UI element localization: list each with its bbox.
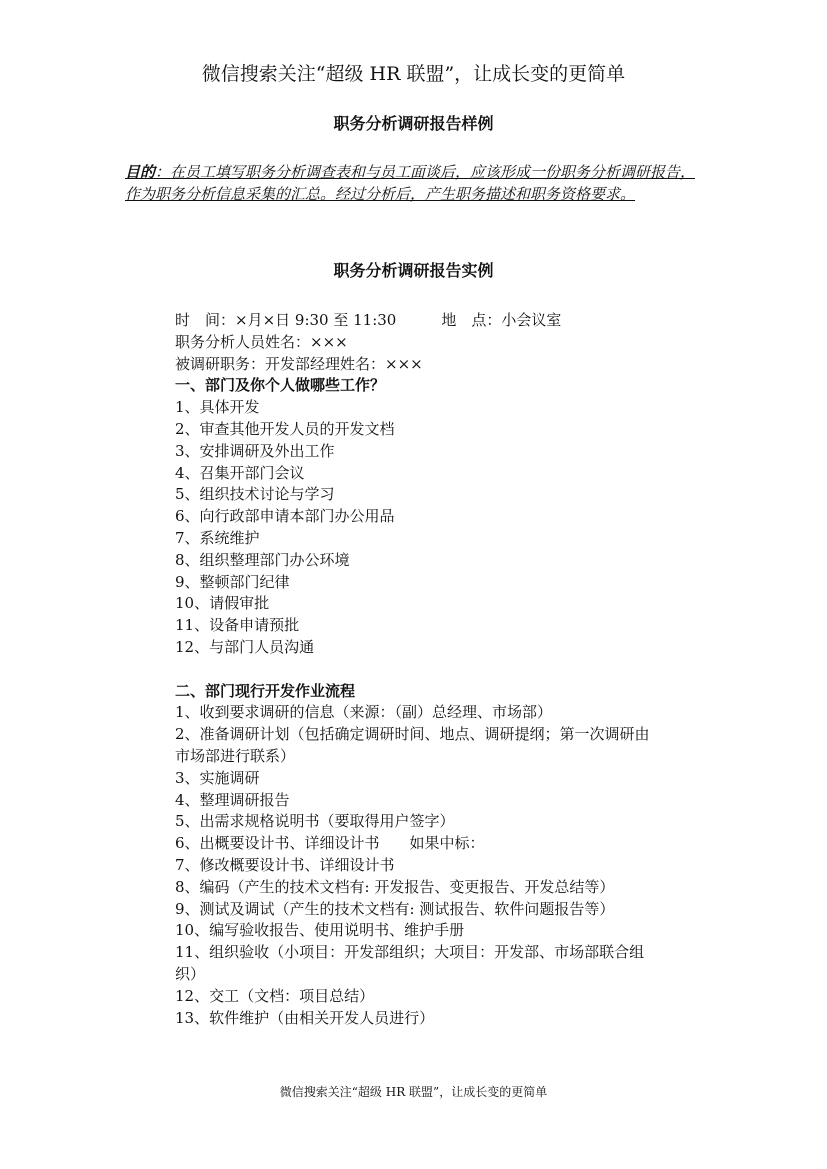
list-item: 11、组织验收（小项目：开发部组织；大项目：开发部、市场部联合组织） <box>175 943 645 983</box>
list-item: 3、实施调研 <box>175 768 260 787</box>
list-item: 9、整顿部门纪律 <box>175 572 290 591</box>
list-item: 5、组织技术讨论与学习 <box>175 485 335 504</box>
section-gap <box>175 659 655 681</box>
list-item: 1、具体开发 <box>175 398 260 417</box>
list-item: 7、修改概要设计书、详细设计书 <box>175 855 395 874</box>
document-title: 职务分析调研报告样例 <box>333 114 494 133</box>
list-item: 2、准备调研计划（包括确定调研时间、地点、调研提纲；第一次调研由市场部进行联系） <box>175 725 650 765</box>
list-item: 6、向行政部申请本部门办公用品 <box>175 507 395 526</box>
list-item: 7、系统维护 <box>175 528 260 547</box>
meta-analyst: 职务分析人员姓名：××× <box>175 332 348 351</box>
purpose-paragraph <box>125 161 705 205</box>
section2-heading: 二、部门现行开发作业流程 <box>175 681 356 700</box>
list-item: 5、出需求规格说明书（要取得用户签字） <box>175 812 455 831</box>
page-footer: 微信搜索关注“超级 HR 联盟”，让成长变的更简单 <box>279 1085 548 1099</box>
list-item: 10、请假审批 <box>175 594 270 613</box>
purpose-label: 目的 <box>125 163 156 181</box>
list-item: 4、整理调研报告 <box>175 790 290 809</box>
list-item: 3、安排调研及外出工作 <box>175 441 335 460</box>
list-item: 11、设备申请预批 <box>175 616 300 635</box>
list-item: 9、测试及调试（产生的技术文档有: 测试报告、软件问题报告等） <box>175 899 615 918</box>
list-item: 2、审查其他开发人员的开发文档 <box>175 419 395 438</box>
header-banner: 微信搜索关注“超级 HR 联盟”，让成长变的更简单 <box>201 63 626 85</box>
list-item: 8、编码（产生的技术文档有: 开发报告、变更报告、开发总结等） <box>175 877 615 896</box>
list-item: 12、交工（文档：项目总结） <box>175 986 375 1005</box>
report-body <box>175 310 655 1029</box>
list-item: 8、组织整理部门办公环境 <box>175 550 350 569</box>
list-item: 1、收到要求调研的信息（来源：（副）总经理、市场部） <box>175 703 553 722</box>
list-item: 12、与部门人员沟通 <box>175 637 315 656</box>
list-item: 4、召集开部门会议 <box>175 463 305 482</box>
meta-job: 被调研职务：开发部经理姓名：××× <box>175 354 423 373</box>
list-item: 10、编写验收报告、使用说明书、维护手册 <box>175 921 465 940</box>
meta-time-location: 时 间：×月×日 9:30 至 11:30 地 点：小会议室 <box>175 311 562 329</box>
list-item: 13、软件维护（由相关开发人员进行） <box>175 1008 435 1027</box>
purpose-text: ：在员工填写职务分析调查表和与员工面谈后，应该形成一份职务分析调研报告，作为职务分析信息采集的汇总。经过分析后，产生职务描述和职务资格要求。 <box>125 163 696 203</box>
list-item: 6、出概要设计书、详细设计书 如果中标： <box>175 834 485 853</box>
section1-heading: 一、部门及你个人做哪些工作？ <box>175 376 386 395</box>
section-title: 职务分析调研报告实例 <box>333 261 494 280</box>
